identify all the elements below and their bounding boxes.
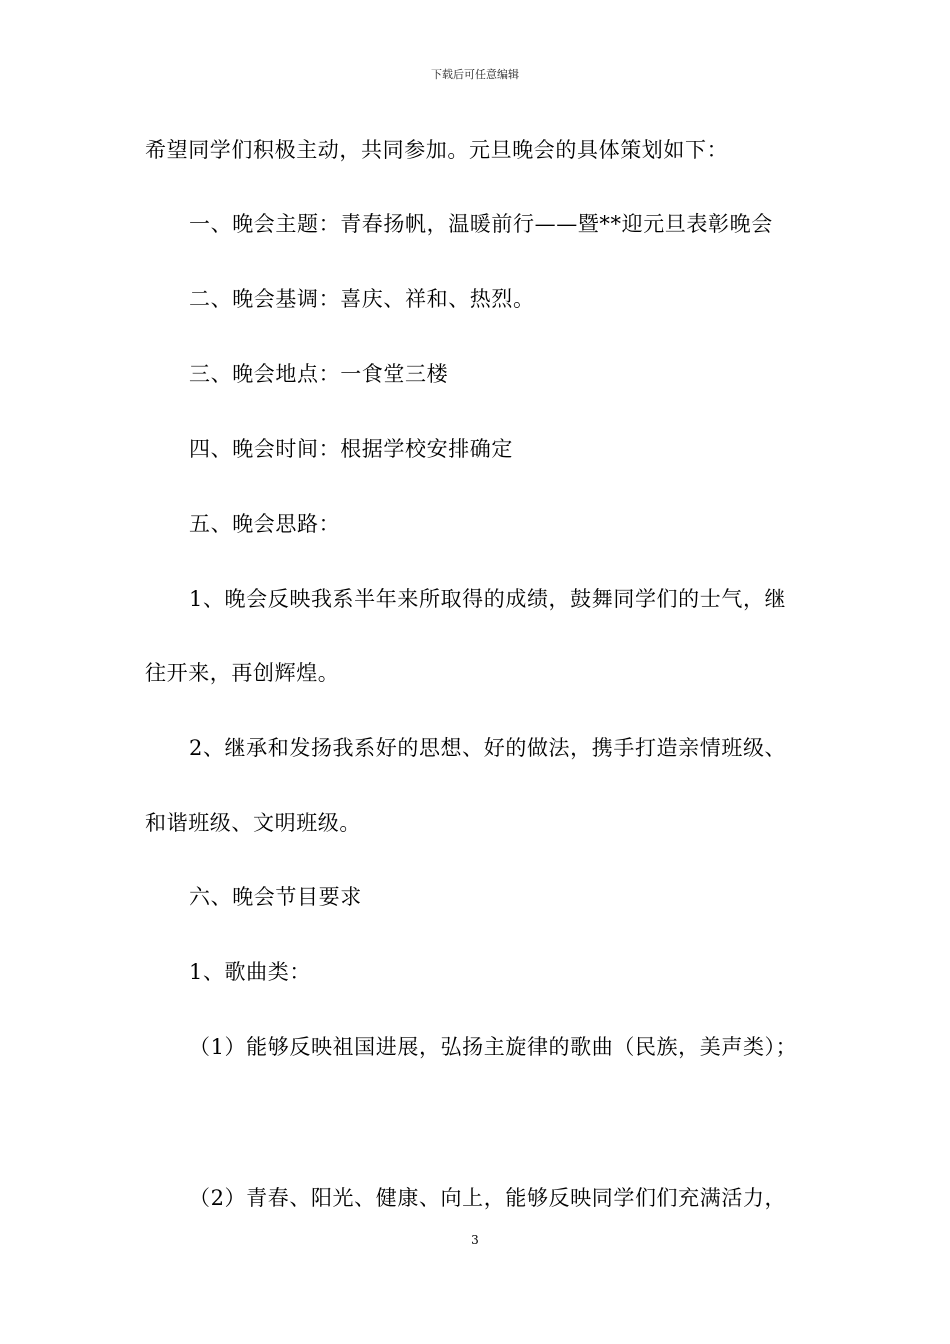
section-heading-theme: 一、晚会主题：青春扬帆，温暖前行——暨**迎元旦表彰晚会 [189, 212, 773, 236]
page-number: 3 [471, 1233, 479, 1247]
section-heading-location: 三、晚会地点：一食堂三楼 [189, 362, 449, 386]
section-heading-approach: 五、晚会思路： [189, 512, 341, 536]
body-line: 希望同学们积极主动，共同参加。元旦晚会的具体策划如下： [145, 138, 729, 162]
list-item-continuation: 和谐班级、文明班级。 [145, 811, 361, 835]
list-item-line: 1、晚会反映我系半年来所取得的成绩，鼓舞同学们的士气，继 [189, 587, 787, 611]
header-note: 下载后可任意编辑 [431, 68, 519, 81]
list-item-line: （1）能够反映祖国进展，弘扬主旋律的歌曲（民族，美声类）； [189, 1035, 798, 1059]
subsection-heading-songs: 1、歌曲类： [189, 960, 311, 984]
list-item-line: （2）青春、阳光、健康、向上，能够反映同学们们充满活力， [189, 1186, 787, 1210]
section-heading-tone: 二、晚会基调：喜庆、祥和、热烈。 [189, 287, 535, 311]
section-heading-program: 六、晚会节目要求 [189, 885, 362, 909]
section-heading-time: 四、晚会时间：根据学校安排确定 [189, 437, 513, 461]
list-item-continuation: 往开来，再创辉煌。 [145, 661, 340, 685]
list-item-line: 2、继承和发扬我系好的思想、好的做法，携手打造亲情班级、 [189, 736, 787, 760]
